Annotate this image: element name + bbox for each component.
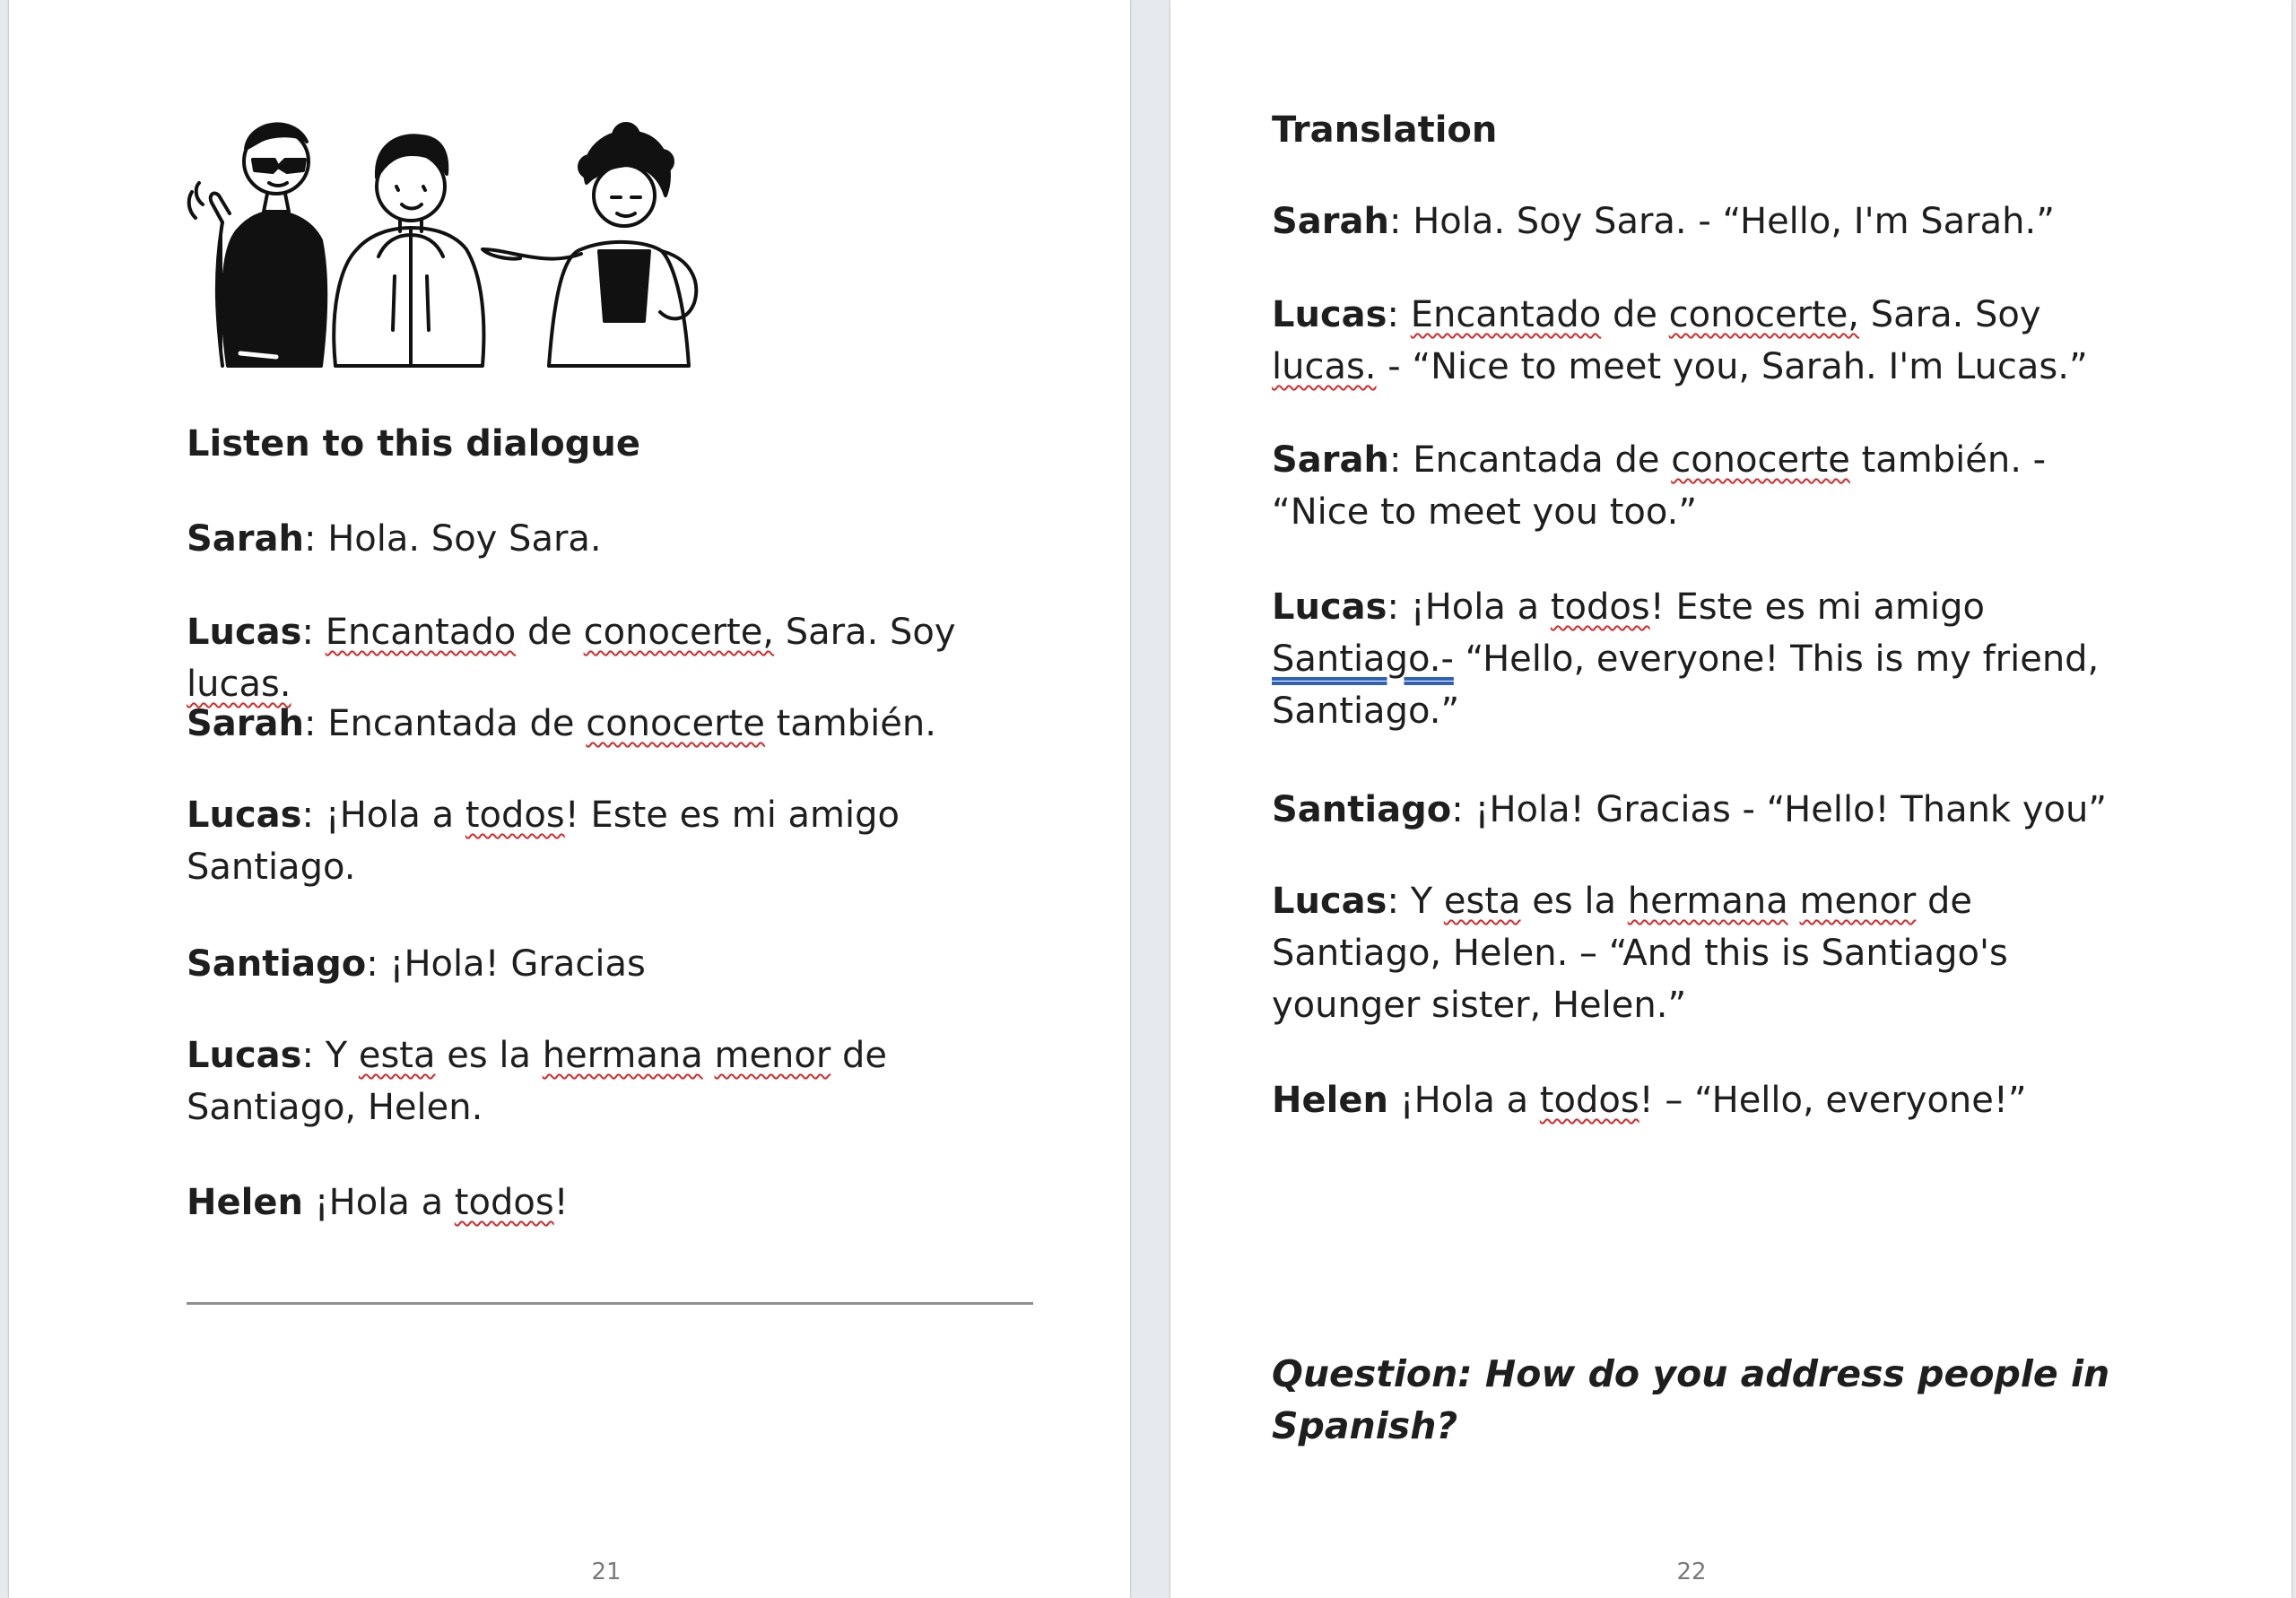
dialogue-line (187, 513, 1048, 565)
line-text: Y (325, 1035, 359, 1076)
line-text: ¡Hola a (314, 1182, 455, 1223)
line-text: ! Este es mi amigo Santiago. (187, 795, 900, 888)
line-text: Sara. Soy (1859, 294, 2041, 335)
line-text: Encantada de (1413, 439, 1672, 481)
line-text: ! – “Hello, everyone!” (1639, 1080, 2027, 1121)
speaker-separator: : (304, 703, 328, 744)
line-text: también. (764, 703, 936, 744)
speaker-name: Sarah (187, 703, 304, 744)
speaker-name: Lucas (1272, 881, 1387, 922)
speaker-separator: : (304, 518, 328, 560)
dialogue-line (187, 1029, 1048, 1133)
misspelled-word: hermana (542, 1035, 703, 1076)
line-text: es la (435, 1035, 543, 1076)
line-text (1788, 881, 1800, 922)
page-number: 22 (1676, 1559, 1707, 1585)
speaker-name: Santiago (1272, 789, 1452, 830)
line-text: - “Nice to meet you, Sarah. I'm Lucas.” (1376, 346, 2088, 387)
dialogue-line (187, 698, 1048, 750)
speaker-separator: : (301, 612, 326, 653)
speaker-name: Lucas (187, 795, 302, 836)
dialogue-line (187, 938, 1048, 990)
line-text: ¡Hola! Gracias - “Hello! Thank you” (1474, 789, 2108, 830)
misspelled-word: todos (1550, 586, 1650, 628)
three-people-illustration (187, 97, 770, 375)
speaker-separator: : (1389, 201, 1413, 242)
speaker-name: Lucas (187, 1035, 302, 1076)
speaker-name: Helen (187, 1182, 303, 1223)
misspelled-word: todos (465, 795, 565, 836)
line-text: Sara. Soy (774, 612, 956, 653)
speaker-name: Lucas (1272, 586, 1387, 628)
speaker-name: Sarah (187, 518, 304, 560)
line-text: “Hello, everyone! This is my friend, Santiago.” (1272, 638, 2100, 732)
misspelled-word: lucas. (187, 664, 291, 705)
line-text: ¡Hola a (1399, 1080, 1540, 1121)
misspelled-word: lucas. (1272, 346, 1377, 387)
line-text: de Santiago, Helen. – “And this is Santiago's younger sister, Helen.” (1272, 881, 2008, 1026)
misspelled-word: conocerte (1671, 439, 1850, 481)
line-text: de Santiago, Helen. (187, 1035, 888, 1128)
page-22 (1170, 0, 2292, 1598)
speaker-separator: : (1389, 439, 1413, 481)
misspelled-word: esta (358, 1035, 436, 1076)
page-number: 21 (591, 1559, 622, 1585)
dialogue-line (1272, 289, 2133, 393)
line-text: ¡Hola a (1410, 586, 1551, 628)
line-text: Encantada de (327, 703, 587, 744)
line-text: ¡Hola a (325, 795, 465, 836)
speaker-separator: : (301, 795, 326, 836)
line-text: ¡Hola! Gracias (389, 943, 646, 985)
line-text: Hola. Soy Sara. (327, 518, 602, 560)
dialogue-line (187, 1177, 1048, 1229)
speaker-separator: : (301, 1035, 326, 1076)
misspelled-word: hermana (1627, 881, 1788, 922)
line-text (703, 1035, 715, 1076)
dialogue-line (1272, 434, 2133, 538)
grammar-flag: Santiago.- (1272, 638, 1454, 680)
speaker-separator: : (366, 943, 390, 985)
line-text: Y (1410, 881, 1444, 922)
horizontal-rule (187, 1302, 1033, 1305)
dialogue-line (187, 606, 1048, 710)
speaker-separator: : (1451, 789, 1475, 830)
page-21 (9, 0, 1130, 1598)
dialogue-line (1272, 195, 2133, 248)
speaker-name: Sarah (1272, 439, 1389, 481)
line-text: ! Este es mi amigo (1649, 586, 1985, 628)
dialogue-line (1272, 1074, 2133, 1126)
dialogue-line (187, 789, 1048, 893)
question-text: Question: How do you address people in Spanish? (1272, 1352, 2110, 1447)
dialogue-line (1272, 875, 2133, 1031)
misspelled-word: conocerte, (1668, 294, 1860, 335)
misspelled-word: todos (1539, 1080, 1639, 1121)
dialogue-heading: Listen to this dialogue (187, 423, 640, 465)
line-text: Hola. Soy Sara. - “Hello, I'm Sarah.” (1413, 201, 2055, 242)
misspelled-word: conocerte, (583, 612, 775, 653)
speaker-separator: : (1387, 294, 1411, 335)
misspelled-word: todos (454, 1182, 554, 1223)
speaker-name: Lucas (1272, 294, 1387, 335)
line-text: es la (1520, 881, 1628, 922)
line-text: ! (553, 1182, 569, 1223)
misspelled-word: Encantado (1410, 294, 1602, 335)
misspelled-word: menor (714, 1035, 831, 1076)
misspelled-word: Encantado (325, 612, 517, 653)
dialogue-line (1272, 784, 2133, 836)
speaker-name: Santiago (187, 943, 367, 985)
misspelled-word: esta (1443, 881, 1521, 922)
dialogue-line (1272, 581, 2133, 737)
speaker-name: Helen (1272, 1080, 1388, 1121)
translation-heading: Translation (1272, 109, 1498, 151)
speaker-separator: : (1387, 586, 1411, 628)
speaker-separator (1388, 1080, 1400, 1121)
line-text: de (516, 612, 584, 653)
speaker-separator: : (1387, 881, 1411, 922)
line-text: de (1601, 294, 1669, 335)
speaker-name: Sarah (1272, 201, 1389, 242)
speaker-name: Lucas (187, 612, 302, 653)
speaker-separator (303, 1182, 315, 1223)
line-text: también. - “Nice to meet you too.” (1272, 439, 2047, 533)
misspelled-word: conocerte (586, 703, 765, 744)
misspelled-word: menor (1799, 881, 1917, 922)
